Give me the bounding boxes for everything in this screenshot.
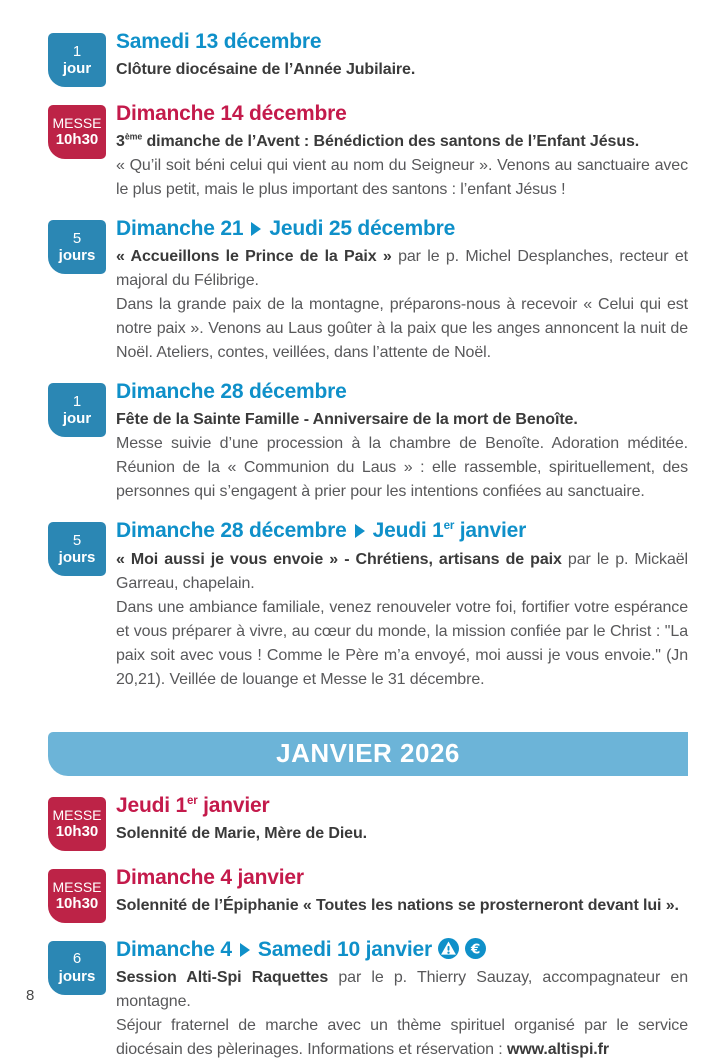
- badge-line2: jours: [58, 967, 96, 985]
- page-number: 8: [26, 987, 35, 1004]
- badge-line1: 1: [72, 393, 82, 411]
- badge-line2: jours: [58, 247, 96, 265]
- title-ordinal: er: [186, 794, 198, 807]
- duration-badge: [48, 941, 106, 995]
- event-samedi-13-decembre: [48, 30, 688, 87]
- event-subtitle-text: Clôture diocésaine de l’Année Jubilaire.: [116, 61, 416, 79]
- arrow-right-icon: [240, 943, 250, 957]
- event-subtitle: [116, 966, 688, 1014]
- event-subtitle: [116, 548, 688, 596]
- event-title-rest: janvier: [197, 793, 270, 817]
- badge-line1: 5: [72, 532, 82, 550]
- event-subtitle-detail: par le p. Thierry Sauzay, accompagnateur en montagne.: [116, 968, 688, 1010]
- event-subtitle: [116, 408, 688, 432]
- event-title-start: Dimanche 4: [116, 937, 232, 961]
- badge-line2: jour: [62, 60, 92, 77]
- badge-line2: jour: [62, 410, 92, 428]
- event-dimanche-28-decembre: [48, 380, 688, 504]
- month-banner: [48, 732, 688, 776]
- event-subtitle: [116, 130, 688, 154]
- event-title: [116, 380, 688, 404]
- altispi-link[interactable]: www.altispi.fr: [506, 1040, 609, 1058]
- event-description: Dans une ambiance familiale, venez renouveler votre foi, fortifier votre espérance et vous préparer à vivre, au cœur du monde, la mission confiée par le Christ : "La paix soit avec vous ! Comme le Père m’a envoyé, moi aussi je vous envoie." (Jn 20,21). Veillée de louange et Messe le 31 décembre.: [116, 598, 688, 688]
- event-title: [116, 794, 688, 818]
- event-title-end-rest: janvier: [454, 519, 527, 543]
- event-description: Messe suivie d’une procession à la chambre de Benoîte. Adoration méditée. Réunion de la « Communion du Laus » : elle rassemble, spirituellement, des personnes qui s’engagent à prier pour les intentions confiées au sanctuaire.: [116, 435, 688, 501]
- event-dimanche-4-janvier: [48, 866, 688, 923]
- event-title: [116, 866, 688, 890]
- event-subtitle-text: Solennité de l’Épiphanie « Toutes les nations se prosterneront devant lui ».: [116, 896, 679, 914]
- badge-line2: 10h30: [55, 822, 99, 840]
- euro-icon: [465, 938, 486, 959]
- event-subtitle-text: Fête de la Sainte Famille - Anniversaire de la mort de Benoîte.: [116, 411, 578, 429]
- event-subtitle: [116, 894, 688, 918]
- badge-line1: 6: [72, 950, 82, 968]
- event-description: Dans la grande paix de la montagne, préparons-nous à recevoir « Celui qui est notre paix ». Venons au Laus goûter à la paix que les anges annoncent la nuit de Noël. Ateliers, contes, veillées, dans l’attente de Noël.: [116, 296, 688, 362]
- event-dimanche-14-decembre: [48, 102, 688, 202]
- title-ordinal: er: [443, 520, 455, 533]
- badge-line1: 5: [72, 229, 82, 247]
- event-title-end: Jeudi 1: [372, 519, 444, 543]
- event-title: [116, 102, 688, 126]
- event-subtitle: [116, 822, 688, 846]
- event-description-text: Séjour fraternel de marche avec un thème spirituel organisé par le service diocésain des pèlerinages. Informations et réservation :: [116, 1016, 688, 1058]
- badge-line2: jours: [58, 549, 96, 567]
- event-subtitle: [116, 245, 688, 293]
- event-subtitle-text: dimanche de l’Avent : Bénédiction des santons de l’Enfant Jésus.: [142, 133, 640, 151]
- event-title-end: Jeudi 25 décembre: [269, 217, 456, 241]
- event-dimanche-28-jeudi-1er: [48, 519, 688, 691]
- warning-icon: [438, 938, 459, 959]
- messe-badge: [48, 869, 106, 923]
- event-subtitle: [116, 58, 688, 82]
- duration-badge: [48, 33, 106, 87]
- event-title-text: Dimanche 4 janvier: [116, 865, 304, 889]
- badge-line1: MESSE: [52, 115, 102, 132]
- badge-line1: MESSE: [52, 806, 102, 823]
- event-jeudi-1er-janvier: [48, 794, 688, 851]
- month-banner-label: JANVIER 2026: [276, 738, 460, 769]
- event-subtitle-text: « Accueillons le Prince de la Paix »: [116, 248, 392, 266]
- duration-badge: [48, 220, 106, 274]
- event-subtitle-text: Session Alti-Spi Raquettes: [116, 968, 329, 986]
- arrow-right-icon: [355, 524, 365, 538]
- duration-badge: [48, 522, 106, 576]
- event-title: [116, 519, 688, 543]
- event-subtitle-text: Solennité de Marie, Mère de Dieu.: [116, 824, 367, 842]
- subtitle-ordinal: ème: [124, 131, 143, 142]
- event-subtitle-detail: par le p. Mickaël Garreau, chapelain.: [116, 550, 689, 592]
- badge-line1: 1: [72, 42, 82, 60]
- event-title-start: Dimanche 21: [116, 217, 244, 241]
- event-title-start: Dimanche 28 décembre: [116, 519, 347, 543]
- duration-badge: [48, 383, 106, 437]
- event-title: [116, 217, 688, 241]
- messe-badge: [48, 797, 106, 851]
- event-subtitle-text: « Moi aussi je vous envoie » - Chrétiens, artisans de paix: [116, 550, 562, 568]
- event-description: « Qu’il soit béni celui qui vient au nom du Seigneur ». Venons au sanctuaire avec le plus petit, mais le plus important des santons : l’enfant Jésus !: [116, 157, 688, 199]
- subtitle-number: 3: [116, 133, 125, 151]
- event-subtitle-detail: par le p. Michel Desplanches, recteur et majoral du Félibrige.: [116, 248, 689, 290]
- event-title-text: Samedi 13 décembre: [116, 30, 322, 53]
- arrow-right-icon: [251, 222, 261, 236]
- badge-line2: 10h30: [55, 894, 99, 912]
- badge-line1: MESSE: [52, 878, 102, 895]
- event-title: [116, 30, 688, 54]
- event-dimanche-4-samedi-10: [48, 938, 688, 1062]
- messe-badge: [48, 105, 106, 159]
- svg-text:€: €: [470, 940, 481, 957]
- badge-line2: 10h30: [55, 131, 99, 149]
- event-title-text: Dimanche 14 décembre: [116, 102, 347, 125]
- event-dimanche-21-jeudi-25: [48, 217, 688, 365]
- event-title: [116, 938, 688, 962]
- event-title-text: Jeudi 1: [116, 793, 187, 817]
- event-title-text: Dimanche 28 décembre: [116, 380, 347, 404]
- event-title-end: Samedi 10 janvier: [257, 937, 432, 961]
- event-description: [116, 1014, 688, 1062]
